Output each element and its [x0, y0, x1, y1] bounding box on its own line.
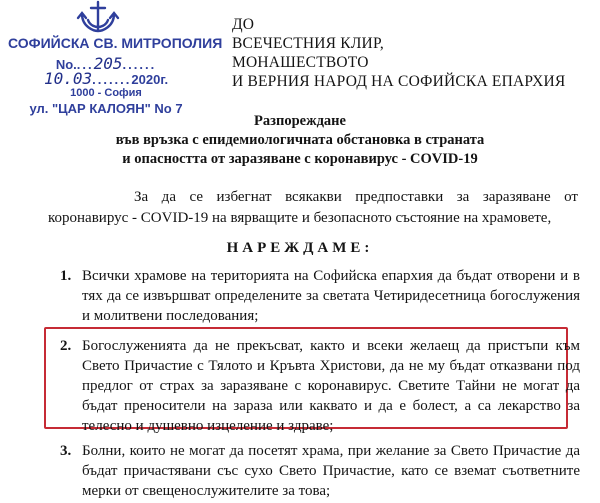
stamp-organization-name: СОФИЙСКА СВ. МИТРОПОЛИЯ	[8, 35, 223, 51]
stamp-street-address: ул. "ЦАР КАЛОЯН" No 7	[29, 101, 183, 116]
church-seal-stamp	[8, 0, 223, 128]
stamp-number-line: No....205......	[55, 54, 157, 73]
document-title	[0, 112, 600, 169]
title-line-3: и опасността от заразяване с коронавирус - COVID-19	[122, 151, 478, 167]
handwritten-number: 205	[93, 54, 123, 73]
stamp-number-label: No.	[55, 57, 77, 72]
list-item	[60, 266, 580, 326]
addressee-block	[232, 15, 592, 91]
stamp-postcode-city: 1000 - София	[70, 87, 142, 99]
list-item-text: Богослуженията да не прекъсват, както и всеки желаещ да пристъпи към Свето Причастие с Тялото и Кръвта Христови, да не му бъдат отказвани под предлог от страх за заразяване с коронавирус. Светите Тайни не могат да бъдат преносители на зараза или каквато и да е болест, а са лекарство за телесно и душевно изцеление и здраве;	[82, 338, 580, 434]
title-line-1: Разпореждане	[254, 113, 346, 129]
addressee-line: МОНАШЕСТВОТО	[232, 54, 369, 71]
list-item-number: 1.	[60, 268, 72, 284]
handwritten-date: 10.03	[43, 69, 93, 88]
list-item-number: 2.	[60, 338, 72, 354]
anchor-cross-emblem-icon	[74, 0, 122, 36]
list-item	[60, 441, 580, 501]
addressee-line: ВСЕЧЕСТНИЯ КЛИР,	[232, 35, 384, 52]
stamp-year: 2020г.	[131, 72, 169, 87]
list-item-number: 3.	[60, 443, 72, 459]
addressee-line: И ВЕРНИЯ НАРОД НА СОФИЙСКА ЕПАРХИЯ	[232, 73, 566, 90]
list-item-text: Болни, които не могат да посетят храма, при желание за Свето Причастие да бъдат причастявани със сухо Свето Причастие, като се вземат съответните мерки от свещенослужителите за това;	[82, 443, 580, 499]
list-item	[60, 336, 580, 436]
stamp-date-line: 10.03.......2020г.	[43, 69, 169, 88]
intro-paragraph: За да се избегнат всякакви предпоставки за заразяване от коронавирус - COVID-19 на вярващите и безопасното състояние на храмовете,	[48, 189, 578, 226]
title-line-2: във връзка с епидемиологичната обстановка в страната	[115, 132, 485, 148]
list-item-text: Всички храмове на територията на Софийска епархия да бъдат отворени и в тях да се извършват определените за светата Четиридесетница богослужения и молитвени последования;	[82, 268, 580, 324]
addressee-line: ДО	[232, 16, 255, 33]
section-heading: НАРЕЖДАМЕ:	[226, 240, 374, 256]
